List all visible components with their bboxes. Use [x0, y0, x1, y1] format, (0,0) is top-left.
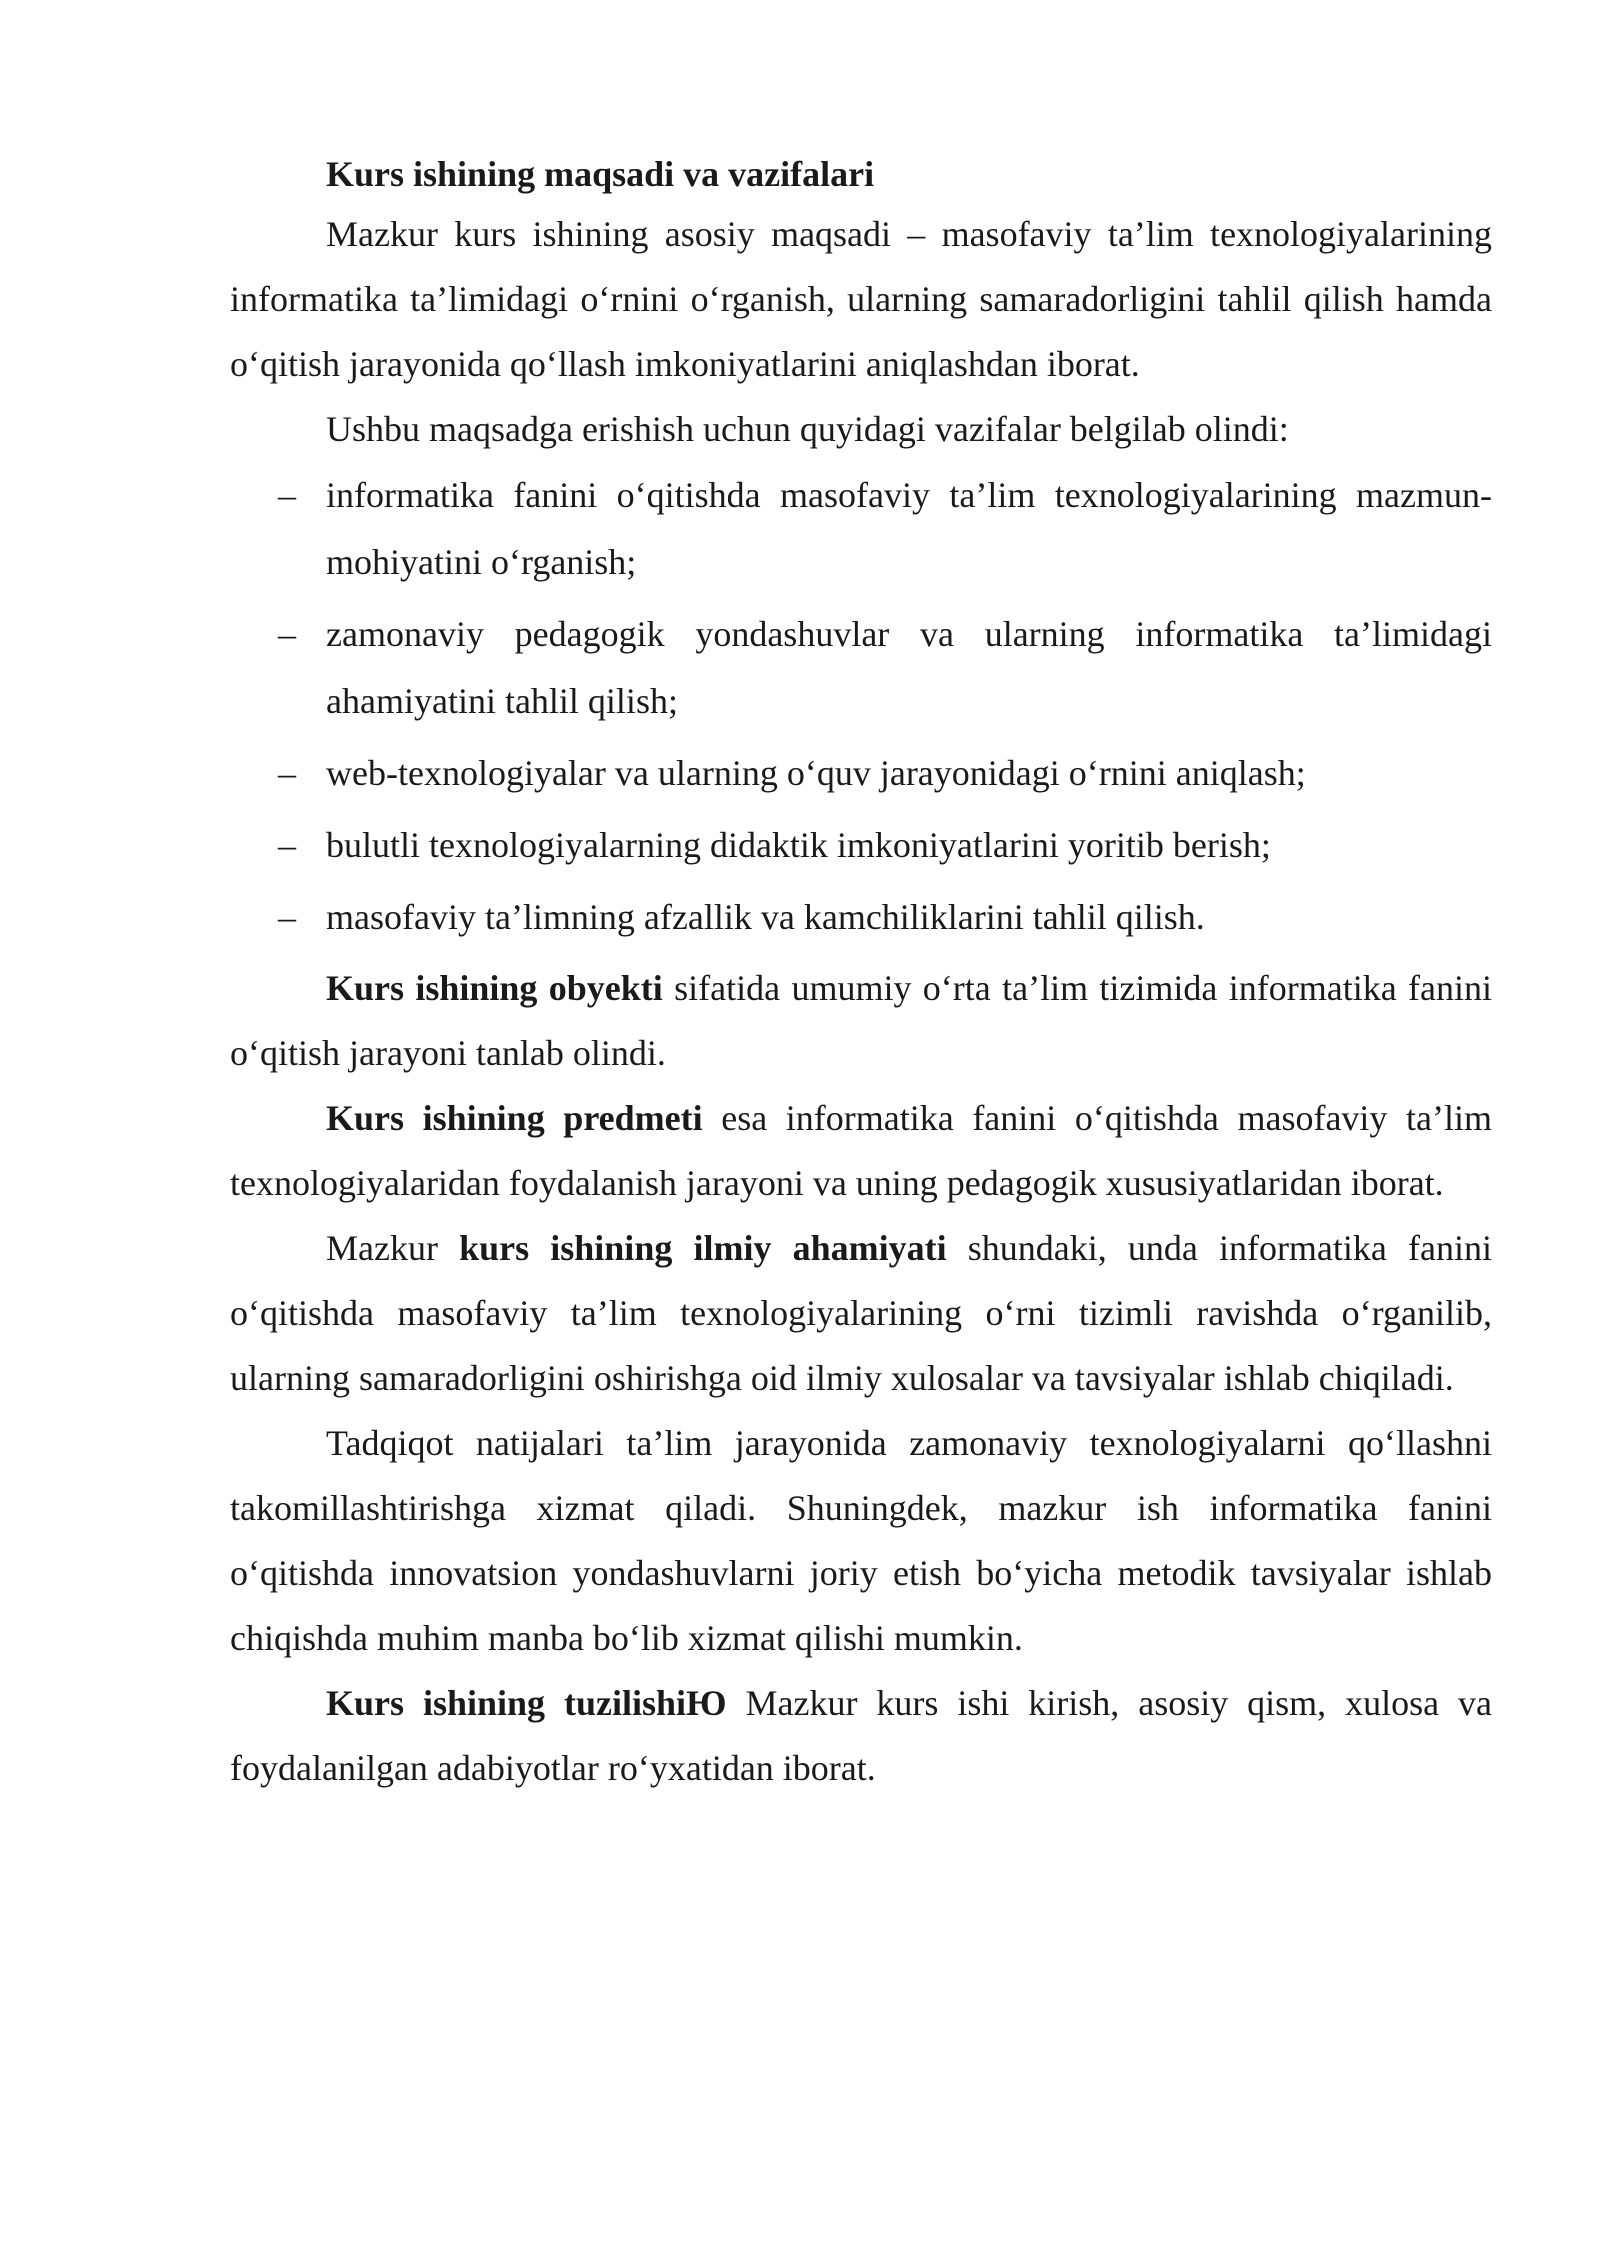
list-item	[230, 740, 1492, 807]
object-label: Kurs ishining obyekti	[326, 968, 663, 1008]
dash-bullet: –	[278, 614, 296, 654]
paragraph-subject	[230, 1086, 1492, 1216]
dash-bullet: –	[278, 753, 296, 793]
significance-prefix: Mazkur	[326, 1228, 460, 1268]
dash-bullet: –	[278, 825, 296, 865]
subject-text: esa informatika fanini o‘qitishda masofaviy ta’lim texnologiyalaridan foydalanish jarayoni va uning pedagogik xususiyatlaridan iborat.	[230, 1098, 1493, 1203]
tasks-list	[230, 462, 1492, 951]
list-item	[230, 462, 1492, 596]
list-item	[230, 884, 1492, 951]
list-item	[230, 812, 1492, 879]
list-item-text: zamonaviy pedagogik yondashuvlar va ularning informatika ta’limidagi ahamiyatini tahlil qilish;	[326, 614, 1492, 721]
paragraph-object	[230, 956, 1492, 1086]
list-item-text: masofaviy ta’limning afzallik va kamchiliklarini tahlil qilish.	[326, 897, 1205, 937]
section-heading: Kurs ishining maqsadi va vazifalari	[326, 154, 875, 194]
paragraph-tasks-intro: Ushbu maqsadga erishish uchun quyidagi vazifalar belgilab olindi:	[326, 409, 1289, 449]
list-item	[230, 601, 1492, 735]
structure-text: Mazkur kurs ishi kirish, asosiy qism, xulosa va foydalanilgan adabiyotlar ro‘yxatidan iborat.	[230, 1683, 1493, 1788]
document-body	[230, 146, 1492, 1801]
significance-text: shundaki, unda informatika fanini o‘qitishda masofaviy ta’lim texnologiyalarining o‘rni tizimli ravishda o‘rganilib, ularning samaradorligini oshirishga oid ilmiy xulosalar va tavsiyalar ishlab chiqiladi.	[230, 1228, 1492, 1398]
list-item-text: bulutli texnologiyalarning didaktik imkoniyatlarini yoritib berish;	[326, 825, 1271, 865]
paragraph-aim: Mazkur kurs ishining asosiy maqsadi – masofaviy ta’lim texnologiyalarining informatika ta’limidagi o‘rnini o‘rganish, ularning samaradorligini tahlil qilish hamda o‘qitish jarayonida qo‘llash imkoniyatlarini aniqlashdan iborat.	[230, 214, 1492, 384]
significance-label: kurs ishining ilmiy ahamiyati	[459, 1228, 947, 1268]
paragraph-results: Tadqiqot natijalari ta’lim jarayonida zamonaviy texnologiyalarni qo‘llashni takomillashtirishga xizmat qiladi. Shuningdek, mazkur ish informatika fanini o‘qitishda innovatsion yondashuvlarni joriy etish bo‘yicha metodik tavsiyalar ishlab chiqishda muhim manba bo‘lib xizmat qilishi mumkin.	[230, 1423, 1492, 1658]
paragraph-significance	[230, 1216, 1492, 1411]
structure-label: Kurs ishining tuzilishiЮ	[326, 1683, 727, 1723]
list-item-text: informatika fanini o‘qitishda masofaviy ta’lim texnologiyalarining mazmun-mohiyatini o‘rganish;	[326, 475, 1492, 582]
paragraph-structure	[230, 1671, 1492, 1801]
list-item-text: web-texnologiyalar va ularning o‘quv jarayonidagi o‘rnini aniqlash;	[326, 753, 1306, 793]
dash-bullet: –	[278, 475, 296, 515]
subject-label: Kurs ishining predmeti	[326, 1098, 703, 1138]
dash-bullet: –	[278, 897, 296, 937]
object-text: sifatida umumiy o‘rta ta’lim tizimida informatika fanini o‘qitish jarayoni tanlab olindi.	[230, 968, 1492, 1073]
